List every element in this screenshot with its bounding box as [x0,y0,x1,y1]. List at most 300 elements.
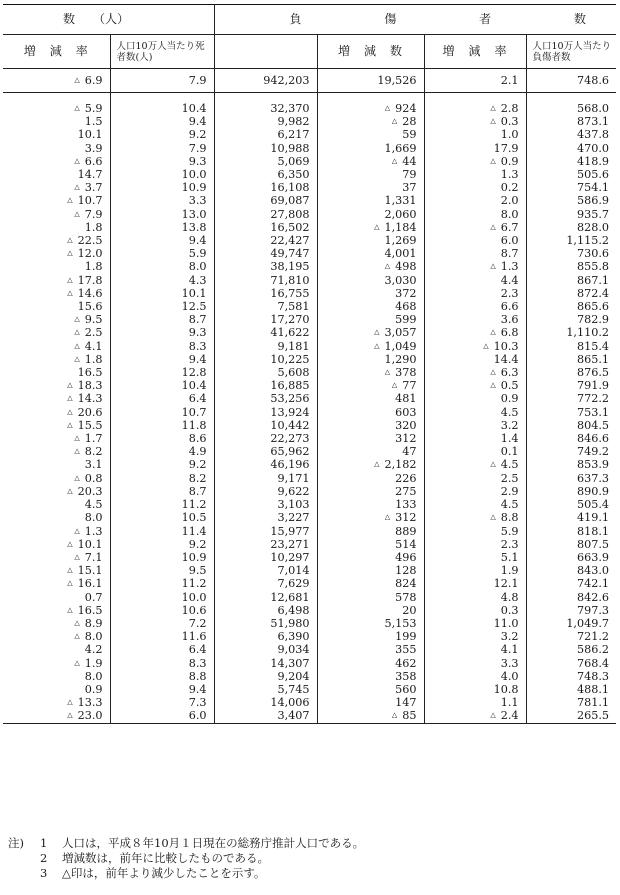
table-row [3,472,616,485]
cell-injured-change-rate: △ 6.8 [424,326,526,339]
cell-injured-change-count: 20 [317,604,424,617]
cell-deaths-per-100k: 13.8 [110,221,214,234]
cell-injured-change-count: △ 1,049 [317,340,424,353]
cell-injured-change-rate: 2.3 [424,287,526,300]
cell-injured-change-rate: △ 0.5 [424,379,526,392]
col-header-change-rate-deaths: 増 減 率 [3,35,110,69]
cell-injured-count: 16,108 [214,181,317,194]
cell-injured-change-rate: 8.0 [424,208,526,221]
cell-injured-per-100k: 1,049.7 [566,616,610,630]
cell-injured-per-100k: 748.6 [526,69,616,93]
cell-injured-count: 942,203 [214,69,317,93]
decrease-marker-icon: △ [374,460,380,469]
cell-injured-change-rate: 4.8 [424,591,526,604]
cell-injured-change-rate: 1.4 [424,432,526,445]
decrease-marker-icon: △ [74,75,80,84]
cell-deaths-per-100k: 11.8 [110,419,214,432]
table-row [3,498,616,511]
decrease-marker-icon: △ [374,222,380,231]
cell-injured-per-100k: 772.2 [576,392,610,406]
cell-deaths-per-100k: 8.7 [110,313,214,326]
cell-deaths-change-rate: 8.0 [3,670,110,683]
cell-deaths-change-rate: △ 0.8 [3,472,110,485]
table-row [3,709,616,723]
cell-injured-per-100k: 853.9 [576,458,610,472]
cell-injured-change-count: 59 [317,128,424,141]
table-row [3,525,616,538]
cell-injured-count: 3,103 [214,498,317,511]
cell-injured-change-rate: 2.0 [424,194,526,207]
table-row [3,577,616,590]
footnote-item [8,851,364,866]
cell-injured-change-count: 358 [317,670,424,683]
cell-injured-per-100k: 865.1 [576,352,610,366]
decrease-marker-icon: △ [490,262,496,271]
cell-injured-per-100k: 265.5 [526,709,616,723]
cell-deaths-per-100k: 5.9 [110,247,214,260]
table-row [3,115,616,128]
table-row [3,102,616,115]
cell-deaths-change-rate: △ 6.9 [3,69,110,93]
decrease-marker-icon: △ [490,104,496,112]
cell-injured-per-100k: 721.2 [576,630,610,644]
cell-injured-change-count: 128 [317,564,424,577]
footnote-number: 3 [40,866,48,880]
cell-injured-per-100k: 753.1 [576,405,610,419]
cell-injured-change-count: 496 [317,551,424,564]
cell-injured-change-count: 79 [317,168,424,181]
decrease-marker-icon: △ [67,579,73,588]
cell-injured-count: 5,608 [214,366,317,379]
cell-deaths-change-rate: △ 4.1 [3,340,110,353]
decrease-marker-icon: △ [384,513,391,522]
cell-injured-change-rate: 4.1 [424,643,526,656]
cell-injured-change-count: 199 [317,630,424,643]
injured-header-char: 傷 [384,11,397,26]
table-row [3,696,616,709]
cell-injured-per-100k: 797.3 [576,603,610,617]
cell-injured-change-count: 1,331 [317,194,424,207]
cell-injured-per-100k: 782.9 [576,313,610,327]
cell-injured-count: 9,034 [214,643,317,656]
cell-injured-per-100k: 586.2 [576,643,610,657]
footnotes [8,836,364,881]
cell-injured-per-100k: 505.6 [576,168,610,182]
cell-deaths-per-100k: 6.4 [110,643,214,656]
decrease-marker-icon: △ [391,156,398,165]
cell-injured-per-100k: 1,110.2 [566,326,610,340]
cell-injured-change-count: 481 [317,392,424,405]
cell-deaths-per-100k: 8.3 [110,657,214,670]
cell-deaths-per-100k: 4.3 [110,274,214,287]
cell-injured-count: 49,747 [214,247,317,260]
cell-deaths-change-rate: △ 22.5 [3,234,110,247]
table-row [3,564,616,577]
cell-injured-per-100k: 855.8 [576,260,610,274]
cell-injured-per-100k: 807.5 [576,537,610,551]
footnote-item [8,866,364,881]
cell-deaths-per-100k: 10.4 [110,379,214,392]
table-row [3,657,616,670]
injured-header-char: 者 [479,11,492,26]
cell-deaths-per-100k: 6.0 [110,709,214,723]
table-row [3,683,616,696]
cell-injured-change-rate: 2.9 [424,485,526,498]
cell-injured-per-100k: 815.4 [576,339,610,353]
cell-injured-change-rate: △ 2.4 [424,709,526,723]
cell-injured-change-rate: 3.2 [424,419,526,432]
cell-deaths-change-rate: 1.5 [3,115,110,128]
cell-injured-per-100k: 846.6 [576,432,610,446]
cell-deaths-per-100k: 9.2 [110,538,214,551]
decrease-marker-icon: △ [374,328,380,337]
col-header-injured-per-100k: 人口10万人当たり負傷者数 [526,35,616,69]
cell-deaths-per-100k: 10.9 [110,181,214,194]
cell-deaths-per-100k: 10.9 [110,551,214,564]
cell-deaths-change-rate: 8.0 [3,511,110,524]
cell-deaths-per-100k: 4.9 [110,445,214,458]
decrease-marker-icon: △ [74,183,80,192]
cell-deaths-per-100k: 7.3 [110,696,214,709]
deaths-group-header: 数 （人） [3,5,214,35]
cell-injured-change-rate: 1.3 [424,168,526,181]
cell-injured-count: 71,810 [214,274,317,287]
decrease-marker-icon: △ [67,698,73,707]
cell-deaths-per-100k: 9.3 [110,326,214,339]
cell-injured-count: 14,307 [214,657,317,670]
cell-injured-change-rate: 8.7 [424,247,526,260]
cell-injured-change-count: △ 312 [317,511,424,524]
decrease-marker-icon: △ [391,117,398,126]
cell-injured-change-count: 320 [317,419,424,432]
cell-injured-count: 3,227 [214,511,317,524]
cell-deaths-per-100k: 10.6 [110,604,214,617]
decrease-marker-icon: △ [74,156,80,165]
cell-injured-change-rate: 4.5 [424,406,526,419]
decrease-marker-icon: △ [384,104,391,112]
footnote-text: 人口は，平成８年10月１日現在の総務庁推計人口である。 [62,836,365,850]
cell-injured-change-count: 560 [317,683,424,696]
decrease-marker-icon: △ [374,341,380,350]
table-row [3,313,616,326]
cell-injured-change-rate: 6.0 [424,234,526,247]
cell-injured-per-100k: 505.4 [576,498,610,512]
table-row [3,274,616,287]
cell-deaths-change-rate: △ 7.9 [3,208,110,221]
table-row [3,221,616,234]
decrease-marker-icon: △ [74,632,80,641]
cell-deaths-change-rate: △ 3.7 [3,181,110,194]
cell-deaths-change-rate: 3.9 [3,142,110,155]
table-row [3,247,616,260]
spacer-row [3,93,616,103]
table-row [3,340,616,353]
table-row-total [3,69,616,93]
cell-deaths-change-rate: △ 7.1 [3,551,110,564]
cell-injured-change-count: △ 3,057 [317,326,424,339]
cell-injured-change-count: 824 [317,577,424,590]
cell-deaths-change-rate: △ 5.9 [3,102,110,115]
header-row-groups [3,5,616,35]
table-row [3,194,616,207]
cell-injured-count: 32,370 [214,102,317,115]
cell-injured-change-count: 355 [317,643,424,656]
cell-injured-count: 6,498 [214,604,317,617]
decrease-marker-icon: △ [490,368,496,377]
cell-deaths-per-100k: 6.4 [110,392,214,405]
cell-deaths-per-100k: 10.1 [110,287,214,300]
cell-deaths-change-rate: △ 8.2 [3,445,110,458]
cell-injured-change-count: 372 [317,287,424,300]
cell-deaths-change-rate: 14.7 [3,168,110,181]
cell-injured-count: 16,885 [214,379,317,392]
cell-injured-change-count: 5,153 [317,617,424,630]
cell-injured-per-100k: 842.6 [576,590,610,604]
decrease-marker-icon: △ [74,104,80,112]
cell-deaths-per-100k: 8.0 [110,260,214,273]
cell-injured-count: 5,069 [214,155,317,168]
cell-injured-count: 6,217 [214,128,317,141]
cell-injured-count: 22,427 [214,234,317,247]
cell-injured-change-rate: △ 0.3 [424,115,526,128]
cell-injured-per-100k: 470.0 [576,141,610,155]
table-row [3,208,616,221]
cell-injured-change-rate: 0.1 [424,445,526,458]
cell-deaths-change-rate: △ 13.3 [3,696,110,709]
table-row [3,300,616,313]
statistics-table [3,4,616,724]
cell-deaths-per-100k: 12.5 [110,300,214,313]
cell-deaths-per-100k: 7.9 [110,69,214,93]
table-row [3,155,616,168]
cell-deaths-per-100k: 10.0 [110,168,214,181]
decrease-marker-icon: △ [74,618,80,627]
cell-injured-change-rate: △ 10.3 [424,340,526,353]
cell-deaths-per-100k: 7.2 [110,617,214,630]
table-row [3,260,616,273]
cell-injured-change-rate: 4.0 [424,670,526,683]
table-row [3,392,616,405]
cell-deaths-change-rate: △ 2.5 [3,326,110,339]
cell-injured-change-rate: 1.0 [424,128,526,141]
decrease-marker-icon: △ [67,407,73,416]
cell-injured-change-rate: △ 6.7 [424,221,526,234]
footnote-text: △印は，前年より減少したことを示す。 [62,866,266,880]
cell-deaths-change-rate: 4.5 [3,498,110,511]
decrease-marker-icon: △ [490,222,496,231]
cell-injured-count: 7,581 [214,300,317,313]
cell-injured-per-100k: 818.1 [576,524,610,538]
cell-injured-count: 12,681 [214,591,317,604]
cell-deaths-per-100k: 9.5 [110,564,214,577]
decrease-marker-icon: △ [67,249,73,258]
cell-injured-change-rate: △ 1.3 [424,260,526,273]
footnote-label: 注) [8,836,24,850]
decrease-marker-icon: △ [67,381,73,390]
cell-injured-count: 51,980 [214,617,317,630]
decrease-marker-icon: △ [490,381,496,390]
cell-injured-per-100k: 419.1 [576,511,610,525]
col-header-deaths-per-100k: 人口10万人当たり死者数(人) [110,35,214,69]
cell-injured-per-100k: 730.6 [576,247,610,261]
footnote-number: 2 [40,851,48,865]
cell-injured-count: 3,407 [214,709,317,723]
decrease-marker-icon: △ [483,341,489,350]
decrease-marker-icon: △ [490,328,496,337]
decrease-marker-icon: △ [74,473,80,482]
table-row [3,432,616,445]
table-row [3,485,616,498]
cell-injured-count: 9,171 [214,472,317,485]
decrease-marker-icon: △ [67,605,73,614]
table-row [3,128,616,141]
injured-group-header [214,5,616,35]
cell-injured-change-count: 312 [317,432,424,445]
decrease-marker-icon: △ [67,539,73,548]
cell-injured-count: 69,087 [214,194,317,207]
cell-deaths-change-rate: △ 1.9 [3,657,110,670]
cell-injured-change-count: △ 2,182 [317,458,424,471]
table-row [3,379,616,392]
decrease-marker-icon: △ [490,513,496,522]
cell-deaths-per-100k: 8.2 [110,472,214,485]
cell-deaths-per-100k: 10.7 [110,406,214,419]
cell-injured-change-count: 2,060 [317,208,424,221]
cell-injured-per-100k: 488.1 [576,682,610,696]
cell-injured-change-count: △ 378 [317,366,424,379]
cell-deaths-per-100k: 10.4 [110,102,214,115]
cell-injured-count: 16,755 [214,287,317,300]
cell-injured-per-100k: 781.1 [576,696,610,710]
cell-injured-per-100k: 586.9 [576,194,610,208]
cell-deaths-change-rate: △ 14.3 [3,392,110,405]
cell-deaths-per-100k: 12.8 [110,366,214,379]
table-row [3,406,616,419]
col-header-change-rate-injured: 増 減 率 [424,35,526,69]
cell-injured-change-count: 599 [317,313,424,326]
cell-injured-change-count: 133 [317,498,424,511]
cell-deaths-per-100k: 11.4 [110,525,214,538]
cell-deaths-change-rate: 0.9 [3,683,110,696]
cell-injured-per-100k: 872.4 [576,286,610,300]
cell-injured-count: 9,622 [214,485,317,498]
table-row [3,511,616,524]
decrease-marker-icon: △ [74,526,80,535]
col-header-blank [214,35,317,69]
cell-deaths-per-100k: 9.3 [110,155,214,168]
cell-deaths-change-rate: △ 16.1 [3,577,110,590]
cell-injured-change-rate: 5.1 [424,551,526,564]
injured-header-char: 数 [574,11,587,26]
cell-injured-change-rate: 1.9 [424,564,526,577]
cell-deaths-per-100k: 13.0 [110,208,214,221]
decrease-marker-icon: △ [490,156,496,165]
table-row [3,353,616,366]
cell-deaths-change-rate: △ 14.6 [3,287,110,300]
cell-injured-per-100k: 867.1 [576,273,610,287]
cell-injured-change-rate: 11.0 [424,617,526,630]
table-row [3,419,616,432]
table-row [3,551,616,564]
cell-deaths-per-100k: 9.2 [110,458,214,471]
cell-injured-change-count: 462 [317,657,424,670]
cell-deaths-change-rate: 1.8 [3,221,110,234]
decrease-marker-icon: △ [67,196,73,205]
cell-deaths-change-rate: △ 8.9 [3,617,110,630]
cell-deaths-change-rate: △ 6.6 [3,155,110,168]
cell-deaths-per-100k: 10.0 [110,591,214,604]
table-row [3,630,616,643]
cell-deaths-change-rate: △ 1.7 [3,432,110,445]
cell-injured-change-count: 37 [317,181,424,194]
cell-deaths-per-100k: 9.4 [110,683,214,696]
cell-injured-per-100k: 935.7 [576,207,610,221]
cell-injured-change-count: 468 [317,300,424,313]
decrease-marker-icon: △ [74,315,80,324]
cell-injured-change-rate: 4.4 [424,274,526,287]
table-row [3,538,616,551]
cell-injured-change-count: 1,269 [317,234,424,247]
cell-injured-per-100k: 828.0 [576,220,610,234]
cell-injured-count: 5,745 [214,683,317,696]
cell-injured-change-count: 226 [317,472,424,485]
footnote-text: 増減数は，前年に比較したものである。 [62,851,269,865]
cell-injured-count: 7,014 [214,564,317,577]
decrease-marker-icon: △ [74,328,80,337]
cell-deaths-per-100k: 11.2 [110,498,214,511]
cell-deaths-per-100k: 11.6 [110,630,214,643]
cell-injured-change-count: 1,290 [317,353,424,366]
cell-injured-per-100k: 804.5 [576,418,610,432]
cell-injured-change-count: △ 28 [317,115,424,128]
table-row [3,604,616,617]
table-row [3,366,616,379]
cell-deaths-per-100k: 9.4 [110,353,214,366]
table-row [3,234,616,247]
cell-deaths-per-100k: 10.5 [110,511,214,524]
cell-injured-count: 10,225 [214,353,317,366]
decrease-marker-icon: △ [67,566,73,575]
cell-injured-change-rate: 5.9 [424,525,526,538]
cell-deaths-per-100k: 8.8 [110,670,214,683]
cell-injured-per-100k: 748.3 [576,669,610,683]
cell-injured-count: 53,256 [214,392,317,405]
cell-injured-per-100k: 437.8 [576,128,610,142]
cell-injured-count: 6,350 [214,168,317,181]
cell-deaths-change-rate: △ 20.3 [3,485,110,498]
cell-injured-per-100k: 768.4 [576,656,610,670]
decrease-marker-icon: △ [67,711,73,720]
cell-injured-change-count: △ 1,184 [317,221,424,234]
cell-injured-per-100k: 890.9 [576,484,610,498]
cell-deaths-change-rate: △ 17.8 [3,274,110,287]
cell-injured-count: 38,195 [214,260,317,273]
cell-injured-change-count: △ 77 [317,379,424,392]
cell-injured-count: 10,988 [214,142,317,155]
header-row-columns [3,35,616,69]
decrease-marker-icon: △ [384,368,391,377]
cell-injured-change-count: 4,001 [317,247,424,260]
cell-injured-per-100k: 873.1 [576,115,610,129]
cell-injured-per-100k: 876.5 [576,366,610,380]
decrease-marker-icon: △ [67,288,73,297]
cell-injured-change-count: △ 85 [317,709,424,723]
cell-injured-change-rate: 0.9 [424,392,526,405]
cell-injured-per-100k: 865.6 [576,300,610,314]
footnote-item [8,836,364,851]
decrease-marker-icon: △ [74,552,80,561]
cell-injured-per-100k: 754.1 [576,181,610,195]
